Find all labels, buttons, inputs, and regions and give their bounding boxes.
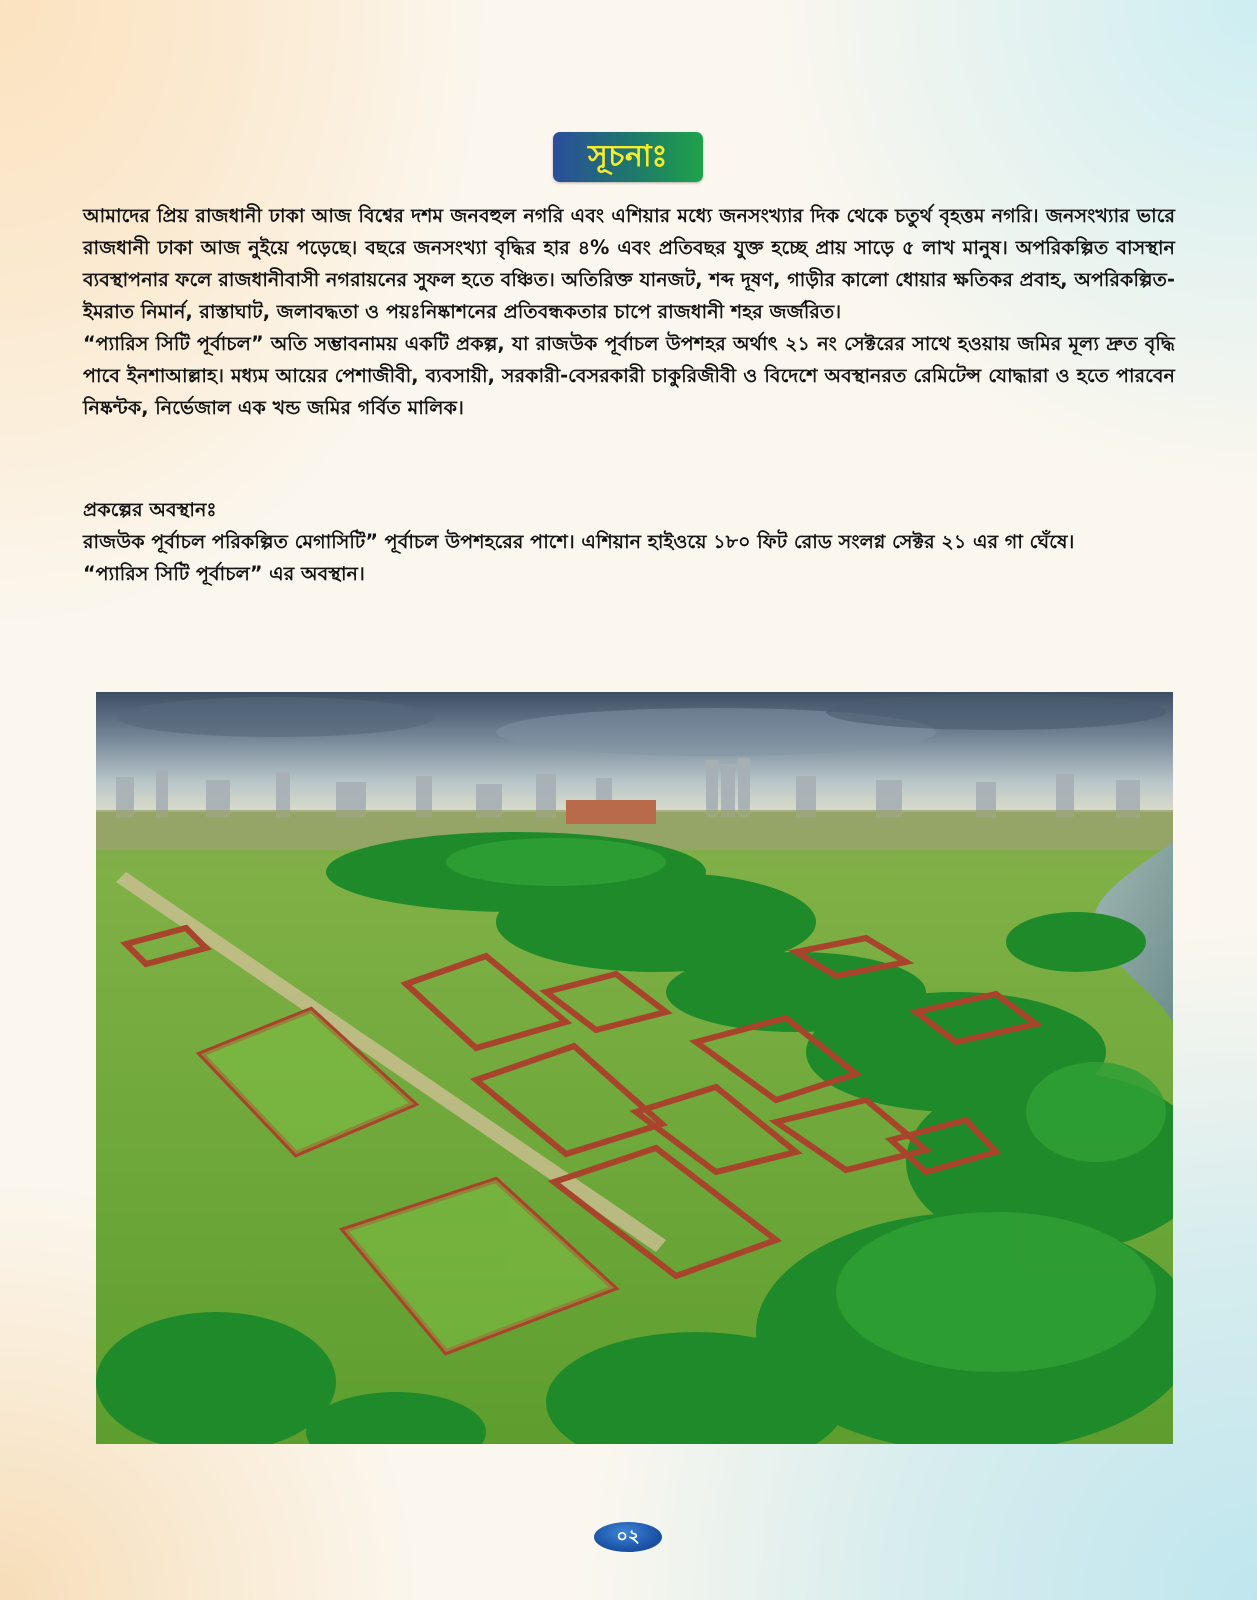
intro-paragraph: আমাদের প্রিয় রাজধানী ঢাকা আজ বিশ্বের দশম জনবহুল নগরি এবং এশিয়ার মধ্যে জনসংখ্যার দিক থেকে চতুর্থ বৃহত্তম নগরি। জনসংখ্যার ভারে রাজধানী ঢাকা আজ নুইয়ে পড়েছে। বছরে জনসংখ্যা বৃদ্ধির হার ৪% এবং প্রতিবছর যুক্ত হচ্ছে প্রায় সাড়ে ৫ লাখ মানুষ। অপরিকল্পিত বাসস্থান ব্যবস্থাপনার ফলে রাজধানীবাসী নগরায়নের সুফল হতে বঞ্চিত। অতিরিক্ত যানজট, শব্দ দূষণ, গাড়ীর কালো ধোয়ার ক্ষতিকর প্রবাহ, অপরিকল্পিত-ইমরাত নিমার্ন, রাস্তাঘাট, জলাবদ্ধতা ও পয়ঃনিষ্কাশনের প্রতিবন্ধকতার চাপে রাজধানী শহর জর্জরিত।	[83, 204, 1175, 323]
intro-section	[83, 200, 1175, 424]
location-line: রাজউক পূর্বাচল পরিকল্পিত মেগাসিটি” পূর্বাচল উপশহরের পাশে। এশিয়ান হাইওয়ে ১৮০ ফিট রোড সংলগ্ন সেক্টর ২১ এর গা ঘেঁষে।	[83, 530, 1075, 553]
title-badge	[553, 132, 703, 182]
page-title: সূচনাঃ	[587, 138, 669, 174]
location-line: “প্যারিস সিটি পূর্বাচল” এর অবস্থান।	[83, 562, 365, 585]
location-heading: প্রকল্পের অবস্থানঃ	[83, 498, 217, 521]
intro-paragraph: “প্যারিস সিটি পূর্বাচল” অতি সম্ভাবনাময় একটি প্রকল্প, যা রাজউক পূর্বাচল উপশহর অর্থাৎ ২১ নং সেক্টরের সাথে হওয়ায় জমির মূল্য দ্রুত বৃদ্ধি পাবে ইনশাআল্লাহ। মধ্যম আয়ের পেশাজীবী, ব্যবসায়ী, সরকারী-বেসরকারী চাকুরিজীবী ও বিদেশে অবস্থানরত রেমিটেন্স যোদ্ধারা ও হতে পারবেন নিষ্কন্টক, নির্ভেজাল এক খন্ড জমির গর্বিত মালিক।	[83, 332, 1175, 419]
page-number: ০২	[616, 1525, 640, 1547]
location-section	[83, 494, 1175, 590]
aerial-land-photo	[96, 692, 1173, 1444]
page-number-badge	[594, 1522, 662, 1552]
